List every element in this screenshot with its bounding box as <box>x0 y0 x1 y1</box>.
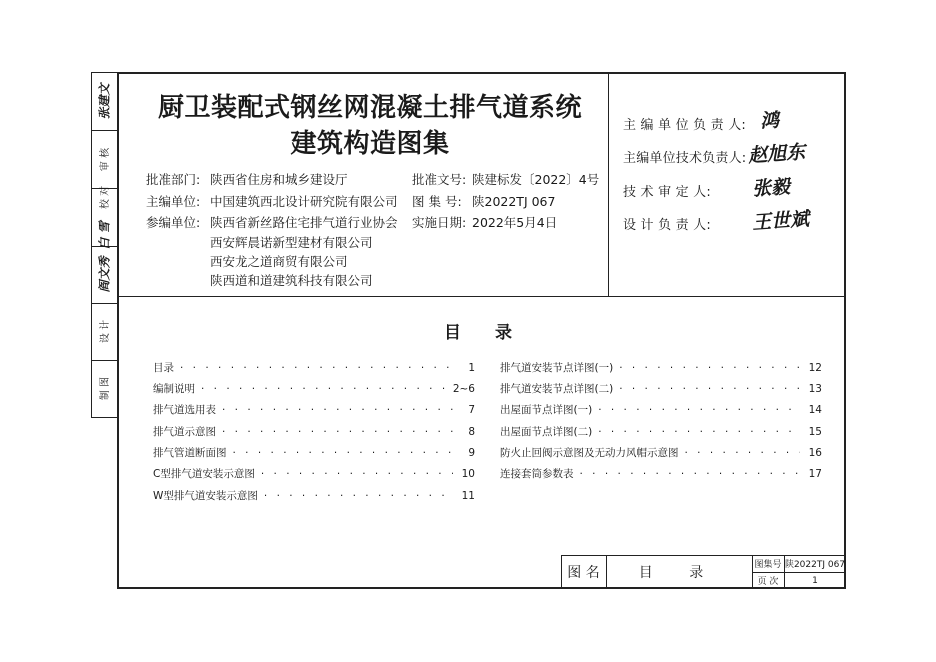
toc-leader-dots <box>580 468 801 480</box>
participants-label: 参编单位: <box>146 215 201 230</box>
sidebar-cell-drafting <box>91 360 117 417</box>
toc-leader-dots <box>685 447 801 459</box>
toc-item[interactable] <box>500 402 822 417</box>
toc-heading: 目 录 <box>444 323 526 343</box>
toc-item[interactable] <box>153 360 475 375</box>
toc-leader-dots <box>180 362 453 374</box>
title-block-atlas-label: 图集号 <box>754 560 782 570</box>
sidebar-signature: 张建文 <box>97 82 112 120</box>
toc-item-page: 13 <box>808 383 822 395</box>
toc-item-name: 编制说明 <box>153 383 195 395</box>
title-block-atlas-value: 陕2022TJ 067 <box>784 560 846 570</box>
toc-item-page: 8 <box>468 426 475 438</box>
toc-item-name: 防火止回阀示意图及无动力风帽示意图 <box>500 447 679 459</box>
toc-item-name: 排气管道断面图 <box>153 447 227 459</box>
approval-dept-label: 批准部门: <box>146 172 201 187</box>
toc-item[interactable] <box>500 381 822 396</box>
title-block-name-label: 图 名 <box>567 565 600 581</box>
toc-item-page: 14 <box>808 404 822 416</box>
toc-item-page: 2~6 <box>452 383 475 395</box>
toc-item-page: 10 <box>461 468 475 480</box>
effective-date-value: 2022年5月4日 <box>472 215 558 230</box>
toc-leader-dots <box>233 447 454 459</box>
participant-unit-3: 西安龙之道商贸有限公司 <box>210 254 348 269</box>
toc-item[interactable] <box>153 424 475 439</box>
title-block-page-label: 页 次 <box>757 577 779 587</box>
sidebar-cell-design <box>91 303 117 360</box>
toc-leader-dots <box>222 404 453 416</box>
participant-unit-2: 西安辉晨诺新型建材有限公司 <box>210 235 373 250</box>
chief-unit-head-label: 主 编 单 位 负 责 人: <box>623 118 746 133</box>
toc-leader-dots <box>264 490 453 502</box>
toc-item-name: 排气道选用表 <box>153 404 216 416</box>
participant-unit-4: 陕西道和道建筑科技有限公司 <box>210 273 373 288</box>
header-divider-line <box>608 72 609 296</box>
toc-item-page: 17 <box>808 468 822 480</box>
toc-leader-dots <box>261 468 453 480</box>
tech-reviewer-label: 技 术 审 定 人: <box>623 185 711 200</box>
toc-item-page: 15 <box>808 426 822 438</box>
toc-item-name: 连接套筒参数表 <box>500 468 574 480</box>
toc-leader-dots <box>222 426 453 438</box>
toc-leader-dots <box>619 362 800 374</box>
title-block-name-value: 目 录 <box>638 565 720 581</box>
toc-leader-dots <box>598 404 800 416</box>
sidebar-cell-reviewer <box>91 72 117 130</box>
sidebar-cell-audit <box>91 130 117 188</box>
editor-unit-value: 中国建筑西北设计研究院有限公司 <box>210 194 398 209</box>
atlas-number-value: 陕2022TJ 067 <box>472 194 556 209</box>
toc-item[interactable] <box>500 360 822 375</box>
sidebar-signature: 白 雪 <box>97 221 112 250</box>
header-bottom-line <box>117 296 846 297</box>
approval-dept-value: 陕西省住房和城乡建设厅 <box>210 172 348 187</box>
toc-item[interactable] <box>153 445 475 460</box>
atlas-number-label: 图 集 号: <box>412 194 462 209</box>
toc-item[interactable] <box>153 402 475 417</box>
toc-item[interactable] <box>500 445 822 460</box>
editor-unit-label: 主编单位: <box>146 194 201 209</box>
toc-item-page: 9 <box>468 447 475 459</box>
approval-doc-value: 陕建标发〔2022〕4号 <box>472 172 600 187</box>
sidebar-cell-proofread <box>91 185 117 250</box>
design-head-signature: 王世斌 <box>751 208 810 234</box>
toc-leader-dots <box>201 383 447 395</box>
toc-leader-dots <box>598 426 800 438</box>
atlas-title-line2: 建筑构造图集 <box>290 129 450 159</box>
effective-date-label: 实施日期: <box>412 215 467 230</box>
toc-item-name: 出屋面节点详图(一) <box>500 404 593 416</box>
toc-item-page: 7 <box>468 404 475 416</box>
participant-unit-1: 陕西省新丝路住宅排气道行业协会 <box>210 215 398 230</box>
sidebar-cell-signoff <box>91 246 117 303</box>
toc-item[interactable] <box>153 466 475 481</box>
toc-item-name: 目录 <box>153 362 174 374</box>
toc-item-name: 排气道示意图 <box>153 426 216 438</box>
sidebar-role-label: 校 对 <box>100 185 112 210</box>
sidebar-signature: 阎文秀 <box>97 256 112 293</box>
sidebar-role-label: 审 核 <box>100 147 112 171</box>
toc-item[interactable] <box>500 466 822 481</box>
toc-item-name: 排气道安装节点详图(二) <box>500 383 614 395</box>
sidebar-bottom-border <box>91 417 117 418</box>
toc-item-name: W型排气道安装示意图 <box>153 490 258 502</box>
toc-item[interactable] <box>153 381 475 396</box>
toc-item-name: 出屋面节点详图(二) <box>500 426 593 438</box>
toc-leader-dots <box>619 383 800 395</box>
toc-item-page: 11 <box>461 490 475 502</box>
toc-item[interactable] <box>153 488 475 503</box>
chief-unit-head-signature: 鸿 <box>759 109 780 133</box>
design-head-label: 设 计 负 责 人: <box>623 218 711 233</box>
sidebar-role-label: 设 计 <box>100 319 112 344</box>
toc-item[interactable] <box>500 424 822 439</box>
toc-item-page: 12 <box>808 362 822 374</box>
tech-head-label: 主编单位技术负责人: <box>623 151 747 166</box>
toc-item-page: 1 <box>468 362 475 374</box>
tech-reviewer-signature: 张毅 <box>751 175 791 201</box>
title-block-page-value: 1 <box>812 575 818 586</box>
sidebar-role-label: 制 图 <box>100 376 112 401</box>
atlas-title-line1: 厨卫装配式钢丝网混凝土排气道系统 <box>157 93 582 123</box>
toc-item-name: 排气道安装节点详图(一) <box>500 362 614 374</box>
approval-doc-label: 批准文号: <box>412 172 467 187</box>
tech-head-signature: 赵旭东 <box>747 141 806 167</box>
toc-item-page: 16 <box>808 447 822 459</box>
toc-item-name: C型排气道安装示意图 <box>153 468 255 480</box>
